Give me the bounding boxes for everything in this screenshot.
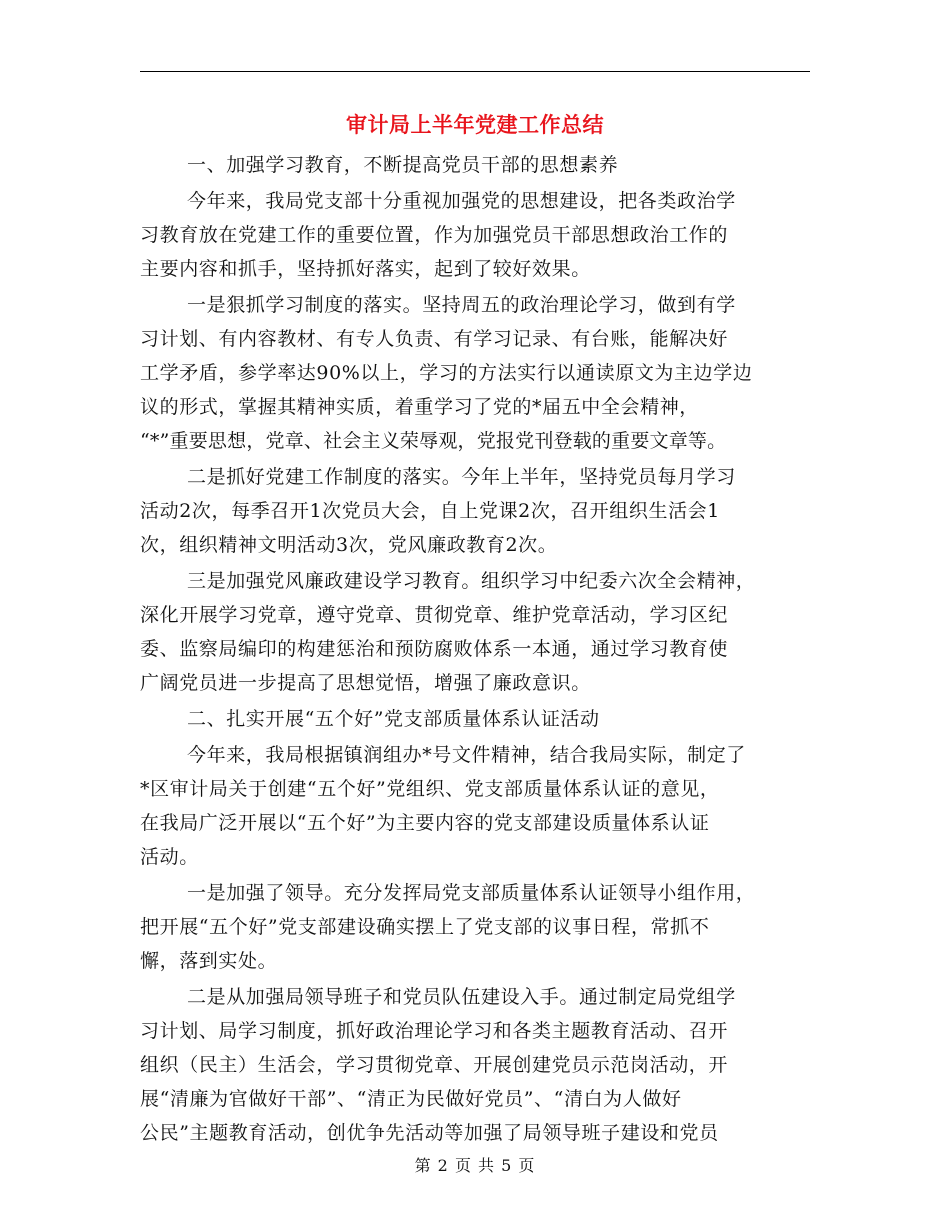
text-line: 习计划、局学习制度，抓好政治理论学习和各类主题教育活动、召开 [140, 1020, 729, 1042]
text-line: 一是狠抓学习制度的落实。坚持周五的政治理论学习，做到有学 [187, 294, 736, 316]
page-number: 第 2 页 共 5 页 [414, 1156, 536, 1175]
text-line: 在我局广泛开展以“五个好”为主要内容的党支部建设质量体系认证 [140, 812, 710, 834]
text-line: 二是从加强局领导班子和党员队伍建设入手。通过制定局党组学 [187, 986, 736, 1008]
text-line: 一是加强了领导。充分发挥局党支部质量体系认证领导小组作用， [187, 882, 756, 904]
text-line: 二是抓好党建工作制度的落实。今年上半年，坚持党员每月学习 [187, 466, 736, 488]
text-line: 把开展“五个好”党支部建设确实摆上了党支部的议事日程，常抓不 [140, 916, 710, 938]
text-line: 主要内容和抓手，坚持抓好落实，起到了较好效果。 [140, 258, 591, 280]
text-line: 议的形式，掌握其精神实质，着重学习了党的*届五中全会精神， [140, 396, 699, 418]
document-title: 审计局上半年党建工作总结 [346, 112, 604, 137]
header-rule [140, 71, 810, 72]
text-line: 三是加强党风廉政建设学习教育。组织学习中纪委六次全会精神， [187, 570, 756, 592]
text-line: 工学矛盾，参学率达90%以上，学习的方法实行以通读原文为主边学边 [140, 362, 753, 384]
text-line: 展“清廉为官做好干部”、“清正为民做好党员”、“清白为人做好 [140, 1088, 682, 1110]
text-line: 组织（民主）生活会，学习贯彻党章、开展创建党员示范岗活动，开 [140, 1054, 729, 1076]
text-line: 活动。 [140, 846, 199, 868]
text-line: 广阔党员进一步提高了思想觉悟，增强了廉政意识。 [140, 672, 591, 694]
text-line: 活动2次，每季召开1次党员大会，自上党课2次，召开组织生活会1 [140, 500, 720, 522]
text-line: 习计划、有内容教材、有专人负责、有学习记录、有台账，能解决好 [140, 328, 729, 350]
text-line: “*”重要思想，党章、社会主义荣辱观，党报党刊登载的重要文章等。 [140, 430, 727, 452]
text-line: *区审计局关于创建“五个好”党组织、党支部质量体系认证的意见， [140, 778, 720, 800]
text-line: 深化开展学习党章，遵守党章、贯彻党章、维护党章活动，学习区纪 [140, 604, 729, 626]
text-line: 委、监察局编印的构建惩治和预防腐败体系一本通，通过学习教育使 [140, 638, 729, 660]
text-line: 次，组织精神文明活动3次，党风廉政教育2次。 [140, 534, 558, 556]
text-line: 习教育放在党建工作的重要位置，作为加强党员干部思想政治工作的 [140, 224, 729, 246]
heading-section-2: 二、扎实开展“五个好”党支部质量体系认证活动 [187, 708, 600, 730]
text-line: 今年来，我局党支部十分重视加强党的思想建设，把各类政治学 [187, 190, 736, 212]
heading-section-1: 一、加强学习教育，不断提高党员干部的思想素养 [187, 154, 619, 176]
text-line: 公民”主题教育活动，创优争先活动等加强了局领导班子建设和党员 [140, 1122, 719, 1144]
text-line: 今年来，我局根据镇润组办*号文件精神，结合我局实际，制定了 [187, 744, 746, 766]
text-line: 懈，落到实处。 [140, 950, 278, 972]
